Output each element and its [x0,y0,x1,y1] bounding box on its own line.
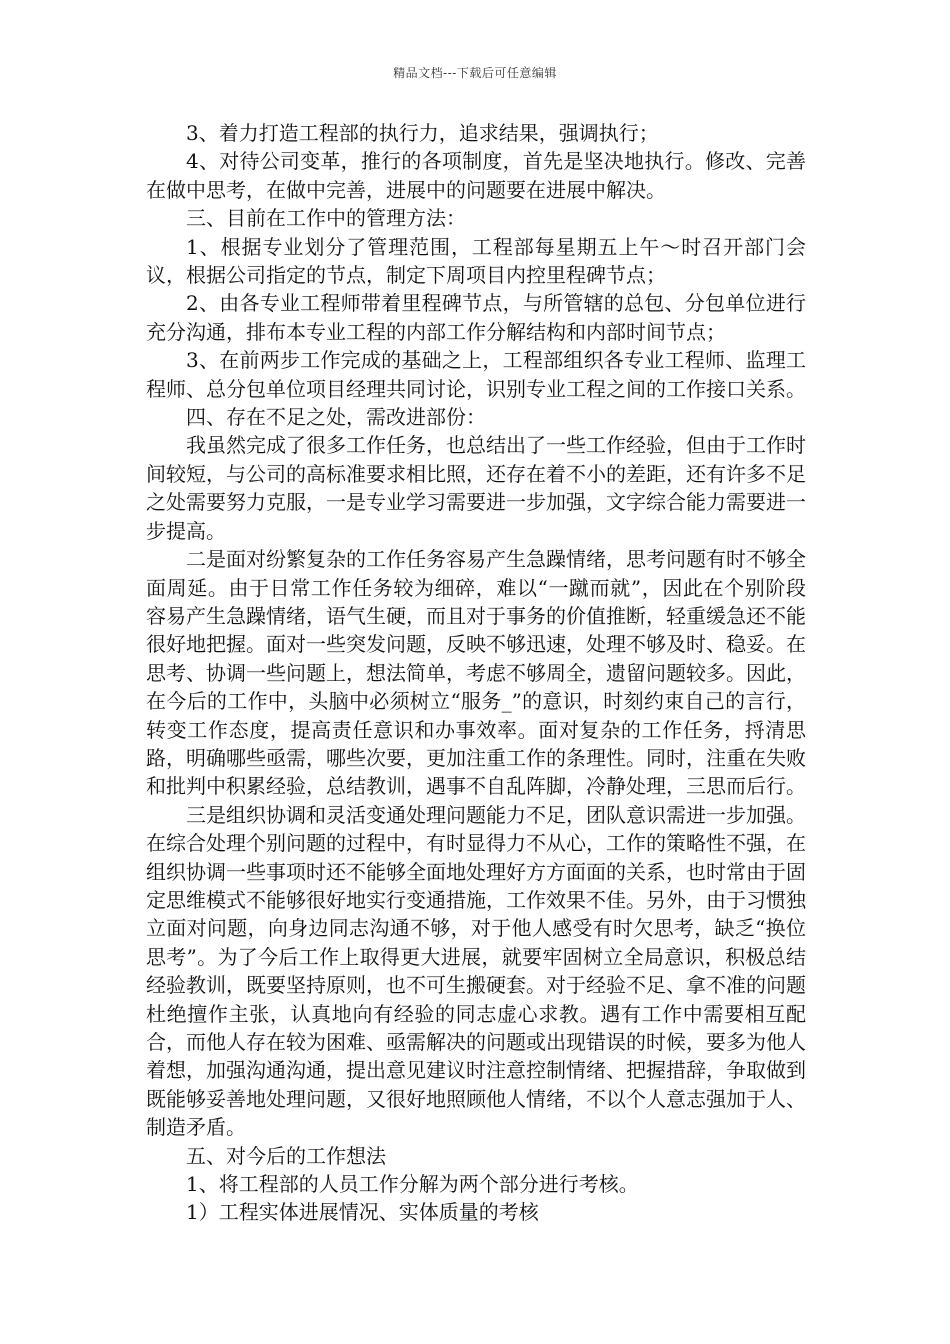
paragraph: 4、对待公司变革，推行的各项制度，首先是坚决地执行。修改、完善在做中思考，在做中完善，进展中的问题要在进展中解决。 [146,149,806,202]
page-header: 精品文档---下载后可任意编辑 [393,66,557,80]
paragraph: 1）工程实体进展情况、实体质量的考核 [186,1200,539,1225]
paragraph: 2、由各专业工程师带着里程碑节点，与所管辖的总包、分包单位进行充分沟通，排布本专业工程的内部工作分解结构和内部时间节点； [146,291,806,344]
section-heading: 四、存在不足之处，需改进部份： [186,405,486,430]
paragraph: 二是面对纷繁复杂的工作任务容易产生急躁情绪，思考问题有时不够全面周延。由于日常工作任务较为细碎，难以“一蹴而就”，因此在个别阶段容易产生急躁情绪，语气生硬，而且对于事务的价值推断，轻重缓急还不能很好地把握。面对一些突发问题，反映不够迅速，处理不够及时、稳妥。在思考、协调一些问题上，想法简单，考虑不够周全，遗留问题较多。因此，在今后的工作中，头脑中必须树立“服务_”的意识，时刻约束自己的言行，转变工作态度，提高责任意识和办事效率。面对复杂的工作任务，捋清思路，明确哪些亟需，哪些次要，更加注重工作的条理性。同时，注重在失败和批判中积累经验，总结教训，遇事不自乱阵脚，冷静处理，三思而后行。 [146,547,806,799]
paragraph: 1、根据专业划分了管理范围，工程部每星期五上午～时召开部门会议，根据公司指定的节点，制定下周项目内控里程碑节点； [146,234,806,288]
paragraph: 1、将工程部的人员工作分解为两个部分进行考核。 [186,1172,639,1197]
paragraph: 我虽然完成了很多工作任务，也总结出了一些工作经验，但由于工作时间较短，与公司的高标准要求相比照，还存在着不小的差距，还有许多不足之处需要努力克服，一是专业学习需要进一步加强，文字综合能力需要进一步提高。 [146,433,806,543]
paragraph: 三是组织协调和灵活变通处理问题能力不足，团队意识需进一步加强。在综合处理个别问题的过程中，有时显得力不从心，工作的策略性不强，在组织协调一些事项时还不能够全面地处理好方方面面的关系，也时常由于固定思维模式不能够很好地实行变通措施，工作效果不佳。另外，由于习惯独立面对问题，向身边同志沟通不够，对于他人感受有时欠思考，缺乏“换位思考”。为了今后工作上取得更大进展，就要牢固树立全局意识，积极总结经验教训，既要坚持原则，也不可生搬硬套。对于经验不足、拿不准的问题杜绝擅作主张，认真地向有经验的同志虚心求教。遇有工作中需要相互配合，而他人存在较为困难、亟需解决的问题或出现错误的时候，要多为他人着想，加强沟通沟通，提出意见建议时注意控制情绪、把握措辞，争取做到既能够妥善地处理问题，又很好地照顾他人情绪，不以个人意志强加于人、制造矛盾。 [146,802,806,1140]
section-heading: 五、对今后的工作想法 [186,1143,386,1168]
document-body [146,119,806,1227]
paragraph: 3、在前两步工作完成的基础之上，工程部组织各专业工程师、监理工程师、总分包单位项目经理共同讨论，识别专业工程之间的工作接口关系。 [146,348,806,401]
paragraph: 3、着力打造工程部的执行力，追求结果，强调执行； [186,121,659,145]
section-heading: 三、目前在工作中的管理方法： [186,206,466,231]
